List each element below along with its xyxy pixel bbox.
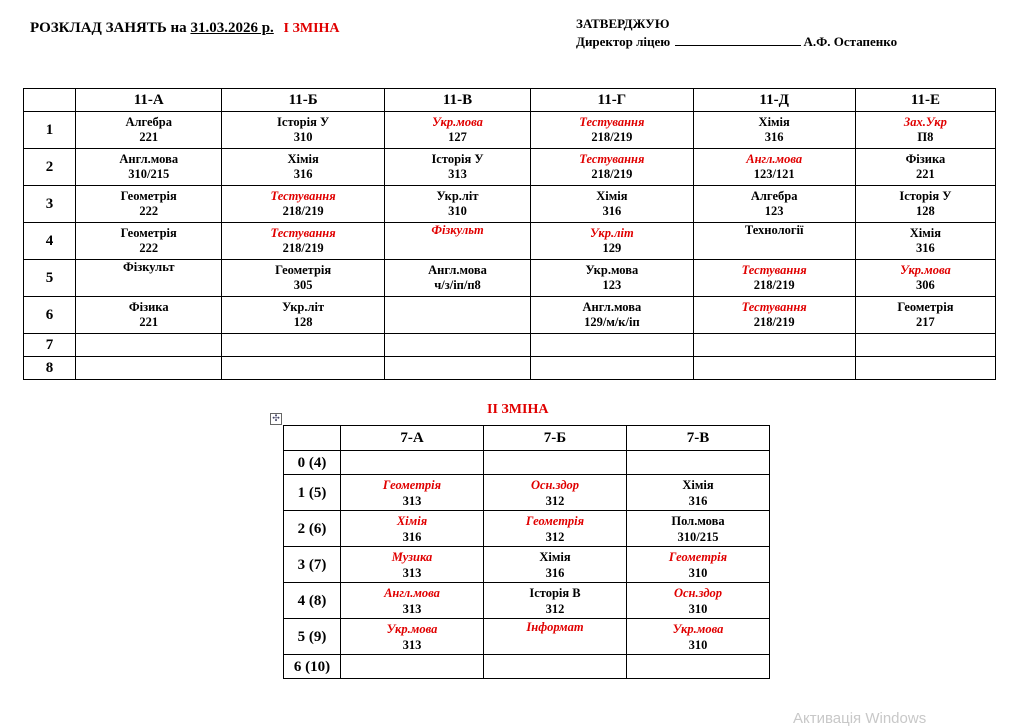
subject-name: Англ.мова bbox=[384, 585, 440, 600]
subject-name: Алгебра bbox=[125, 115, 173, 129]
subject-name: Англ.мова bbox=[582, 300, 642, 314]
lesson-row bbox=[24, 357, 996, 380]
schedule-cell bbox=[531, 357, 693, 380]
room-number: 312 bbox=[545, 529, 565, 544]
shift2-body bbox=[284, 451, 770, 679]
room-number: 310/215 bbox=[677, 529, 719, 544]
schedule-cell bbox=[693, 297, 855, 334]
subject-name: Зах.Укр bbox=[903, 115, 947, 129]
subject-name: Хімія bbox=[758, 115, 790, 129]
room-number: 218/219 bbox=[753, 278, 795, 292]
class-header: 11-Б bbox=[222, 89, 384, 112]
subject-name: Геометрія bbox=[120, 189, 177, 203]
room-number: 312 bbox=[545, 601, 565, 616]
lesson-number: 1 (5) bbox=[284, 475, 341, 511]
schedule-cell bbox=[341, 475, 484, 511]
schedule-cell bbox=[484, 655, 627, 679]
lesson-row bbox=[284, 475, 770, 511]
room-number: 310 bbox=[293, 130, 313, 144]
subject-name: Укр.мова bbox=[900, 263, 951, 277]
room-number: 218/219 bbox=[591, 167, 633, 181]
subject-name: Хімія bbox=[396, 513, 428, 528]
lesson-number: 4 bbox=[24, 223, 76, 260]
subject-name: Геометрія bbox=[382, 477, 442, 492]
room-number: 316 bbox=[602, 204, 622, 218]
schedule-cell bbox=[484, 583, 627, 619]
room-number: 222 bbox=[139, 204, 159, 218]
page-title bbox=[30, 20, 340, 37]
shift2-schedule-table bbox=[283, 425, 770, 679]
approval-role: Директор ліцею bbox=[576, 34, 671, 49]
schedule-cell bbox=[627, 451, 770, 475]
schedule-cell bbox=[693, 357, 855, 380]
subject-name: Укр.мова bbox=[386, 621, 438, 636]
room-number: 316 bbox=[916, 241, 935, 255]
schedule-cell bbox=[484, 451, 627, 475]
lesson-row bbox=[284, 583, 770, 619]
room-number: 305 bbox=[293, 278, 313, 292]
room-number: 310 bbox=[688, 565, 708, 580]
lesson-number: 3 (7) bbox=[284, 547, 341, 583]
subject-name: Історія В bbox=[529, 585, 581, 600]
lesson-number: 4 (8) bbox=[284, 583, 341, 619]
schedule-cell bbox=[484, 619, 627, 655]
room-number: 310/215 bbox=[128, 167, 170, 181]
schedule-cell bbox=[222, 297, 384, 334]
room-number: 221 bbox=[916, 167, 935, 181]
room-number: 221 bbox=[139, 130, 159, 144]
room-number: 310 bbox=[688, 601, 708, 616]
lesson-row bbox=[24, 334, 996, 357]
subject-name: Укр.мова bbox=[585, 263, 639, 277]
subject-name: Фізкульт bbox=[122, 260, 175, 274]
schedule-cell bbox=[855, 149, 995, 186]
schedule-cell bbox=[855, 260, 995, 297]
lesson-row bbox=[24, 112, 996, 149]
signature-blank bbox=[675, 35, 801, 46]
schedule-cell bbox=[855, 334, 995, 357]
subject-name: Укр.літ bbox=[590, 226, 634, 240]
schedule-cell bbox=[484, 475, 627, 511]
schedule-cell bbox=[484, 547, 627, 583]
room-number: 316 bbox=[688, 493, 708, 508]
subject-name: Укр.мова bbox=[672, 621, 724, 636]
title-prefix: РОЗКЛАД ЗАНЯТЬ на bbox=[30, 20, 191, 36]
room-number: 128 bbox=[293, 315, 313, 329]
approval-name: А.Ф. Остапенко bbox=[803, 34, 898, 49]
subject-name: Тестування bbox=[270, 189, 336, 203]
class-header: 7-Б bbox=[484, 426, 627, 451]
room-number: 217 bbox=[916, 315, 935, 329]
subject-name: Англ.мова bbox=[428, 263, 487, 277]
room-number: 218/219 bbox=[282, 204, 324, 218]
subject-name: Геометрія bbox=[525, 513, 585, 528]
room-number: 129 bbox=[602, 241, 622, 255]
lesson-row bbox=[284, 511, 770, 547]
schedule-cell bbox=[693, 223, 855, 260]
subject-name: Хімія bbox=[596, 189, 628, 203]
schedule-cell bbox=[693, 149, 855, 186]
subject-name: Геометрія bbox=[897, 300, 954, 314]
lesson-number: 8 bbox=[24, 357, 76, 380]
room-number: 129/м/к/іп bbox=[584, 315, 640, 329]
lesson-number: 5 (9) bbox=[284, 619, 341, 655]
approval-signature-line bbox=[576, 33, 897, 51]
room-number: 316 bbox=[402, 529, 422, 544]
class-header: 11-В bbox=[384, 89, 530, 112]
class-header: 11-Г bbox=[531, 89, 693, 112]
schedule-cell bbox=[531, 186, 693, 223]
subject-name: Англ.мова bbox=[746, 152, 803, 166]
schedule-cell bbox=[693, 334, 855, 357]
schedule-cell bbox=[384, 297, 530, 334]
subject-name: Геометрія bbox=[120, 226, 177, 240]
subject-name: Тестування bbox=[741, 263, 807, 277]
schedule-cell bbox=[693, 112, 855, 149]
room-number: 128 bbox=[916, 204, 935, 218]
lesson-row bbox=[24, 186, 996, 223]
schedule-cell bbox=[627, 511, 770, 547]
room-number: ч/з/іп/п8 bbox=[434, 278, 481, 292]
schedule-cell bbox=[341, 655, 484, 679]
lesson-row bbox=[24, 223, 996, 260]
schedule-cell bbox=[531, 297, 693, 334]
subject-name: Фізика bbox=[905, 152, 946, 166]
lesson-row bbox=[24, 297, 996, 334]
lesson-row bbox=[24, 149, 996, 186]
schedule-cell bbox=[222, 112, 384, 149]
room-number: 218/219 bbox=[282, 241, 324, 255]
schedule-cell bbox=[384, 260, 530, 297]
table-move-handle-icon[interactable]: ✣ bbox=[270, 413, 282, 425]
corner-cell bbox=[284, 426, 341, 451]
subject-name: Геометрія bbox=[668, 549, 728, 564]
schedule-cell bbox=[76, 112, 222, 149]
class-header: 7-А bbox=[341, 426, 484, 451]
schedule-cell bbox=[384, 149, 530, 186]
class-header: 7-В bbox=[627, 426, 770, 451]
subject-name: Укр.літ bbox=[282, 300, 325, 314]
room-number: 313 bbox=[402, 565, 422, 580]
room-number: 123 bbox=[764, 204, 784, 218]
subject-name: Музика bbox=[391, 549, 433, 564]
subject-name: Хімія bbox=[682, 477, 714, 492]
schedule-date: 31.03.2026 р. bbox=[190, 20, 274, 36]
schedule-cell bbox=[76, 186, 222, 223]
subject-name: Історія У bbox=[899, 189, 952, 203]
subject-name: Англ.мова bbox=[119, 152, 179, 166]
schedule-cell bbox=[855, 186, 995, 223]
shift1-schedule-table bbox=[23, 88, 996, 380]
room-number: 316 bbox=[293, 167, 313, 181]
lesson-row bbox=[284, 451, 770, 475]
subject-name: Фізкульт bbox=[431, 223, 484, 237]
schedule-cell bbox=[76, 334, 222, 357]
subject-name: Інформат bbox=[526, 620, 584, 634]
subject-name: Тестування bbox=[579, 152, 645, 166]
subject-name: Укр.літ bbox=[436, 189, 479, 203]
schedule-cell bbox=[222, 149, 384, 186]
schedule-cell bbox=[384, 112, 530, 149]
room-number: П8 bbox=[917, 130, 934, 144]
room-number: 310 bbox=[448, 204, 467, 218]
lesson-number: 1 bbox=[24, 112, 76, 149]
room-number: 316 bbox=[764, 130, 784, 144]
schedule-cell bbox=[855, 223, 995, 260]
lesson-number: 7 bbox=[24, 334, 76, 357]
subject-name: Осн.здор bbox=[673, 585, 723, 600]
subject-name: Хімія bbox=[287, 152, 319, 166]
schedule-cell bbox=[76, 260, 222, 297]
shift1-body bbox=[24, 112, 996, 380]
schedule-cell bbox=[222, 334, 384, 357]
schedule-cell bbox=[341, 511, 484, 547]
subject-name: Фізика bbox=[128, 300, 169, 314]
corner-cell bbox=[24, 89, 76, 112]
lesson-number: 0 (4) bbox=[284, 451, 341, 475]
room-number: 123/121 bbox=[753, 167, 795, 181]
subject-name: Пол.мова bbox=[671, 513, 725, 528]
schedule-cell bbox=[341, 547, 484, 583]
approval-block bbox=[576, 15, 897, 51]
schedule-cell bbox=[76, 297, 222, 334]
schedule-cell bbox=[693, 186, 855, 223]
schedule-cell bbox=[341, 451, 484, 475]
room-number: 306 bbox=[916, 278, 935, 292]
room-number: 218/219 bbox=[753, 315, 795, 329]
approval-title: ЗАТВЕРДЖУЮ bbox=[576, 16, 670, 31]
schedule-cell bbox=[855, 112, 995, 149]
subject-name: Осн.здор bbox=[530, 477, 580, 492]
subject-name: Тестування bbox=[741, 300, 807, 314]
room-number: 123 bbox=[602, 278, 622, 292]
subject-name: Геометрія bbox=[275, 263, 332, 277]
lesson-number: 3 bbox=[24, 186, 76, 223]
schedule-cell bbox=[627, 547, 770, 583]
lesson-row bbox=[24, 260, 996, 297]
shift-label: І ЗМІНА bbox=[283, 21, 340, 36]
lesson-row bbox=[284, 619, 770, 655]
schedule-cell bbox=[222, 260, 384, 297]
lesson-number: 5 bbox=[24, 260, 76, 297]
room-number: 310 bbox=[688, 637, 708, 652]
schedule-cell bbox=[76, 357, 222, 380]
schedule-cell bbox=[222, 223, 384, 260]
schedule-cell bbox=[627, 619, 770, 655]
schedule-cell bbox=[531, 149, 693, 186]
subject-name: Алгебра bbox=[750, 189, 798, 203]
schedule-cell bbox=[531, 223, 693, 260]
shift2-header-row bbox=[284, 426, 770, 451]
schedule-cell bbox=[341, 583, 484, 619]
class-header: 11-Е bbox=[855, 89, 995, 112]
schedule-cell bbox=[531, 334, 693, 357]
lesson-row bbox=[284, 655, 770, 679]
windows-activation-watermark: Активація Windows bbox=[793, 710, 927, 727]
room-number: 218/219 bbox=[591, 130, 633, 144]
schedule-cell bbox=[855, 297, 995, 334]
subject-name: Хімія bbox=[909, 226, 942, 240]
room-number: 316 bbox=[545, 565, 565, 580]
lesson-number: 2 (6) bbox=[284, 511, 341, 547]
schedule-cell bbox=[531, 260, 693, 297]
room-number: 312 bbox=[545, 493, 565, 508]
lesson-number: 6 (10) bbox=[284, 655, 341, 679]
shift2-title: ІІ ЗМІНА bbox=[487, 402, 549, 417]
room-number: 313 bbox=[448, 167, 467, 181]
lesson-number: 6 bbox=[24, 297, 76, 334]
schedule-cell bbox=[384, 357, 530, 380]
lesson-number: 2 bbox=[24, 149, 76, 186]
schedule-cell bbox=[76, 149, 222, 186]
room-number: 127 bbox=[448, 130, 467, 144]
class-header: 11-А bbox=[76, 89, 222, 112]
schedule-cell bbox=[627, 475, 770, 511]
subject-name: Тестування bbox=[579, 115, 645, 129]
schedule-cell bbox=[384, 334, 530, 357]
schedule-cell bbox=[531, 112, 693, 149]
subject-name: Хімія bbox=[539, 549, 571, 564]
subject-name: Тестування bbox=[270, 226, 336, 240]
schedule-cell bbox=[627, 655, 770, 679]
schedule-cell bbox=[222, 357, 384, 380]
shift1-header-row bbox=[24, 89, 996, 112]
room-number: 313 bbox=[402, 637, 422, 652]
class-header: 11-Д bbox=[693, 89, 855, 112]
schedule-cell bbox=[627, 583, 770, 619]
subject-name: Історія У bbox=[277, 115, 330, 129]
subject-name: Історія У bbox=[431, 152, 484, 166]
schedule-cell bbox=[76, 223, 222, 260]
subject-name: Технології bbox=[744, 223, 804, 237]
schedule-cell bbox=[855, 357, 995, 380]
subject-name: Укр.мова bbox=[432, 115, 483, 129]
schedule-cell bbox=[693, 260, 855, 297]
schedule-cell bbox=[384, 223, 530, 260]
room-number: 221 bbox=[139, 315, 159, 329]
lesson-row bbox=[284, 547, 770, 583]
schedule-cell bbox=[384, 186, 530, 223]
room-number: 313 bbox=[402, 493, 422, 508]
schedule-cell bbox=[341, 619, 484, 655]
room-number: 222 bbox=[139, 241, 159, 255]
room-number: 313 bbox=[402, 601, 422, 616]
schedule-cell bbox=[484, 511, 627, 547]
schedule-cell bbox=[222, 186, 384, 223]
